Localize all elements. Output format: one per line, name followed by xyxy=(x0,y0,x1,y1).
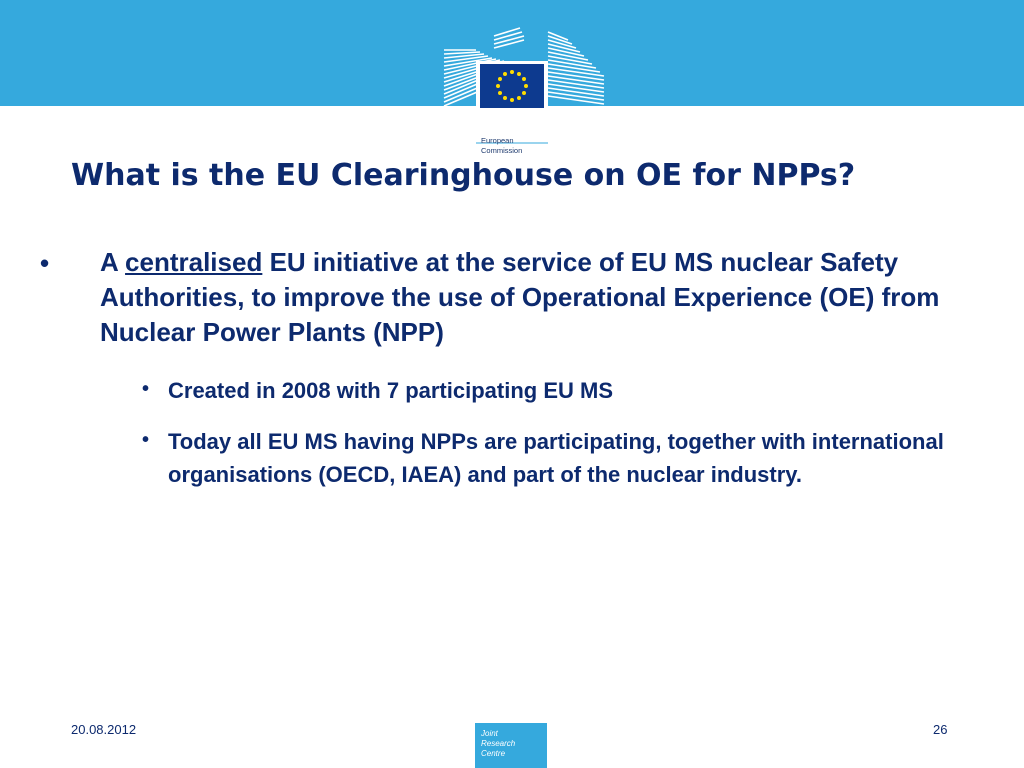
main-bullet-text xyxy=(100,245,980,350)
slide-title: What is the EU Clearinghouse on OE for NPPs? xyxy=(71,158,856,193)
bullet-rest: EU initiative at the service of EU MS nuclear Safety Authorities, to improve the use of Operational Experience (OE) from Nuclear Power Plants (NPP) xyxy=(100,247,940,347)
sub-bullet-text-2: Today all EU MS having NPPs are participating, together with international organisations (OECD, IAEA) and part of the nuclear industry. xyxy=(168,429,944,487)
footer-date: 20.08.2012 xyxy=(71,722,137,737)
european-commission-logo xyxy=(440,26,608,155)
main-bullet-marker: • xyxy=(40,248,50,278)
commission-building-icon xyxy=(440,26,608,144)
bullet-prefix: A xyxy=(100,247,126,277)
page-number: 26 xyxy=(933,722,948,737)
bullet-emphasis: centralised xyxy=(125,247,263,277)
logo-text: European Commission xyxy=(481,136,523,155)
sub-bullet-marker-2: • xyxy=(142,429,150,451)
sub-bullet-text-1: Created in 2008 with 7 participating EU MS xyxy=(168,378,613,403)
sub-bullet-marker-1: • xyxy=(142,378,150,400)
jrc-logo-text: Joint Research Centre xyxy=(481,729,516,758)
